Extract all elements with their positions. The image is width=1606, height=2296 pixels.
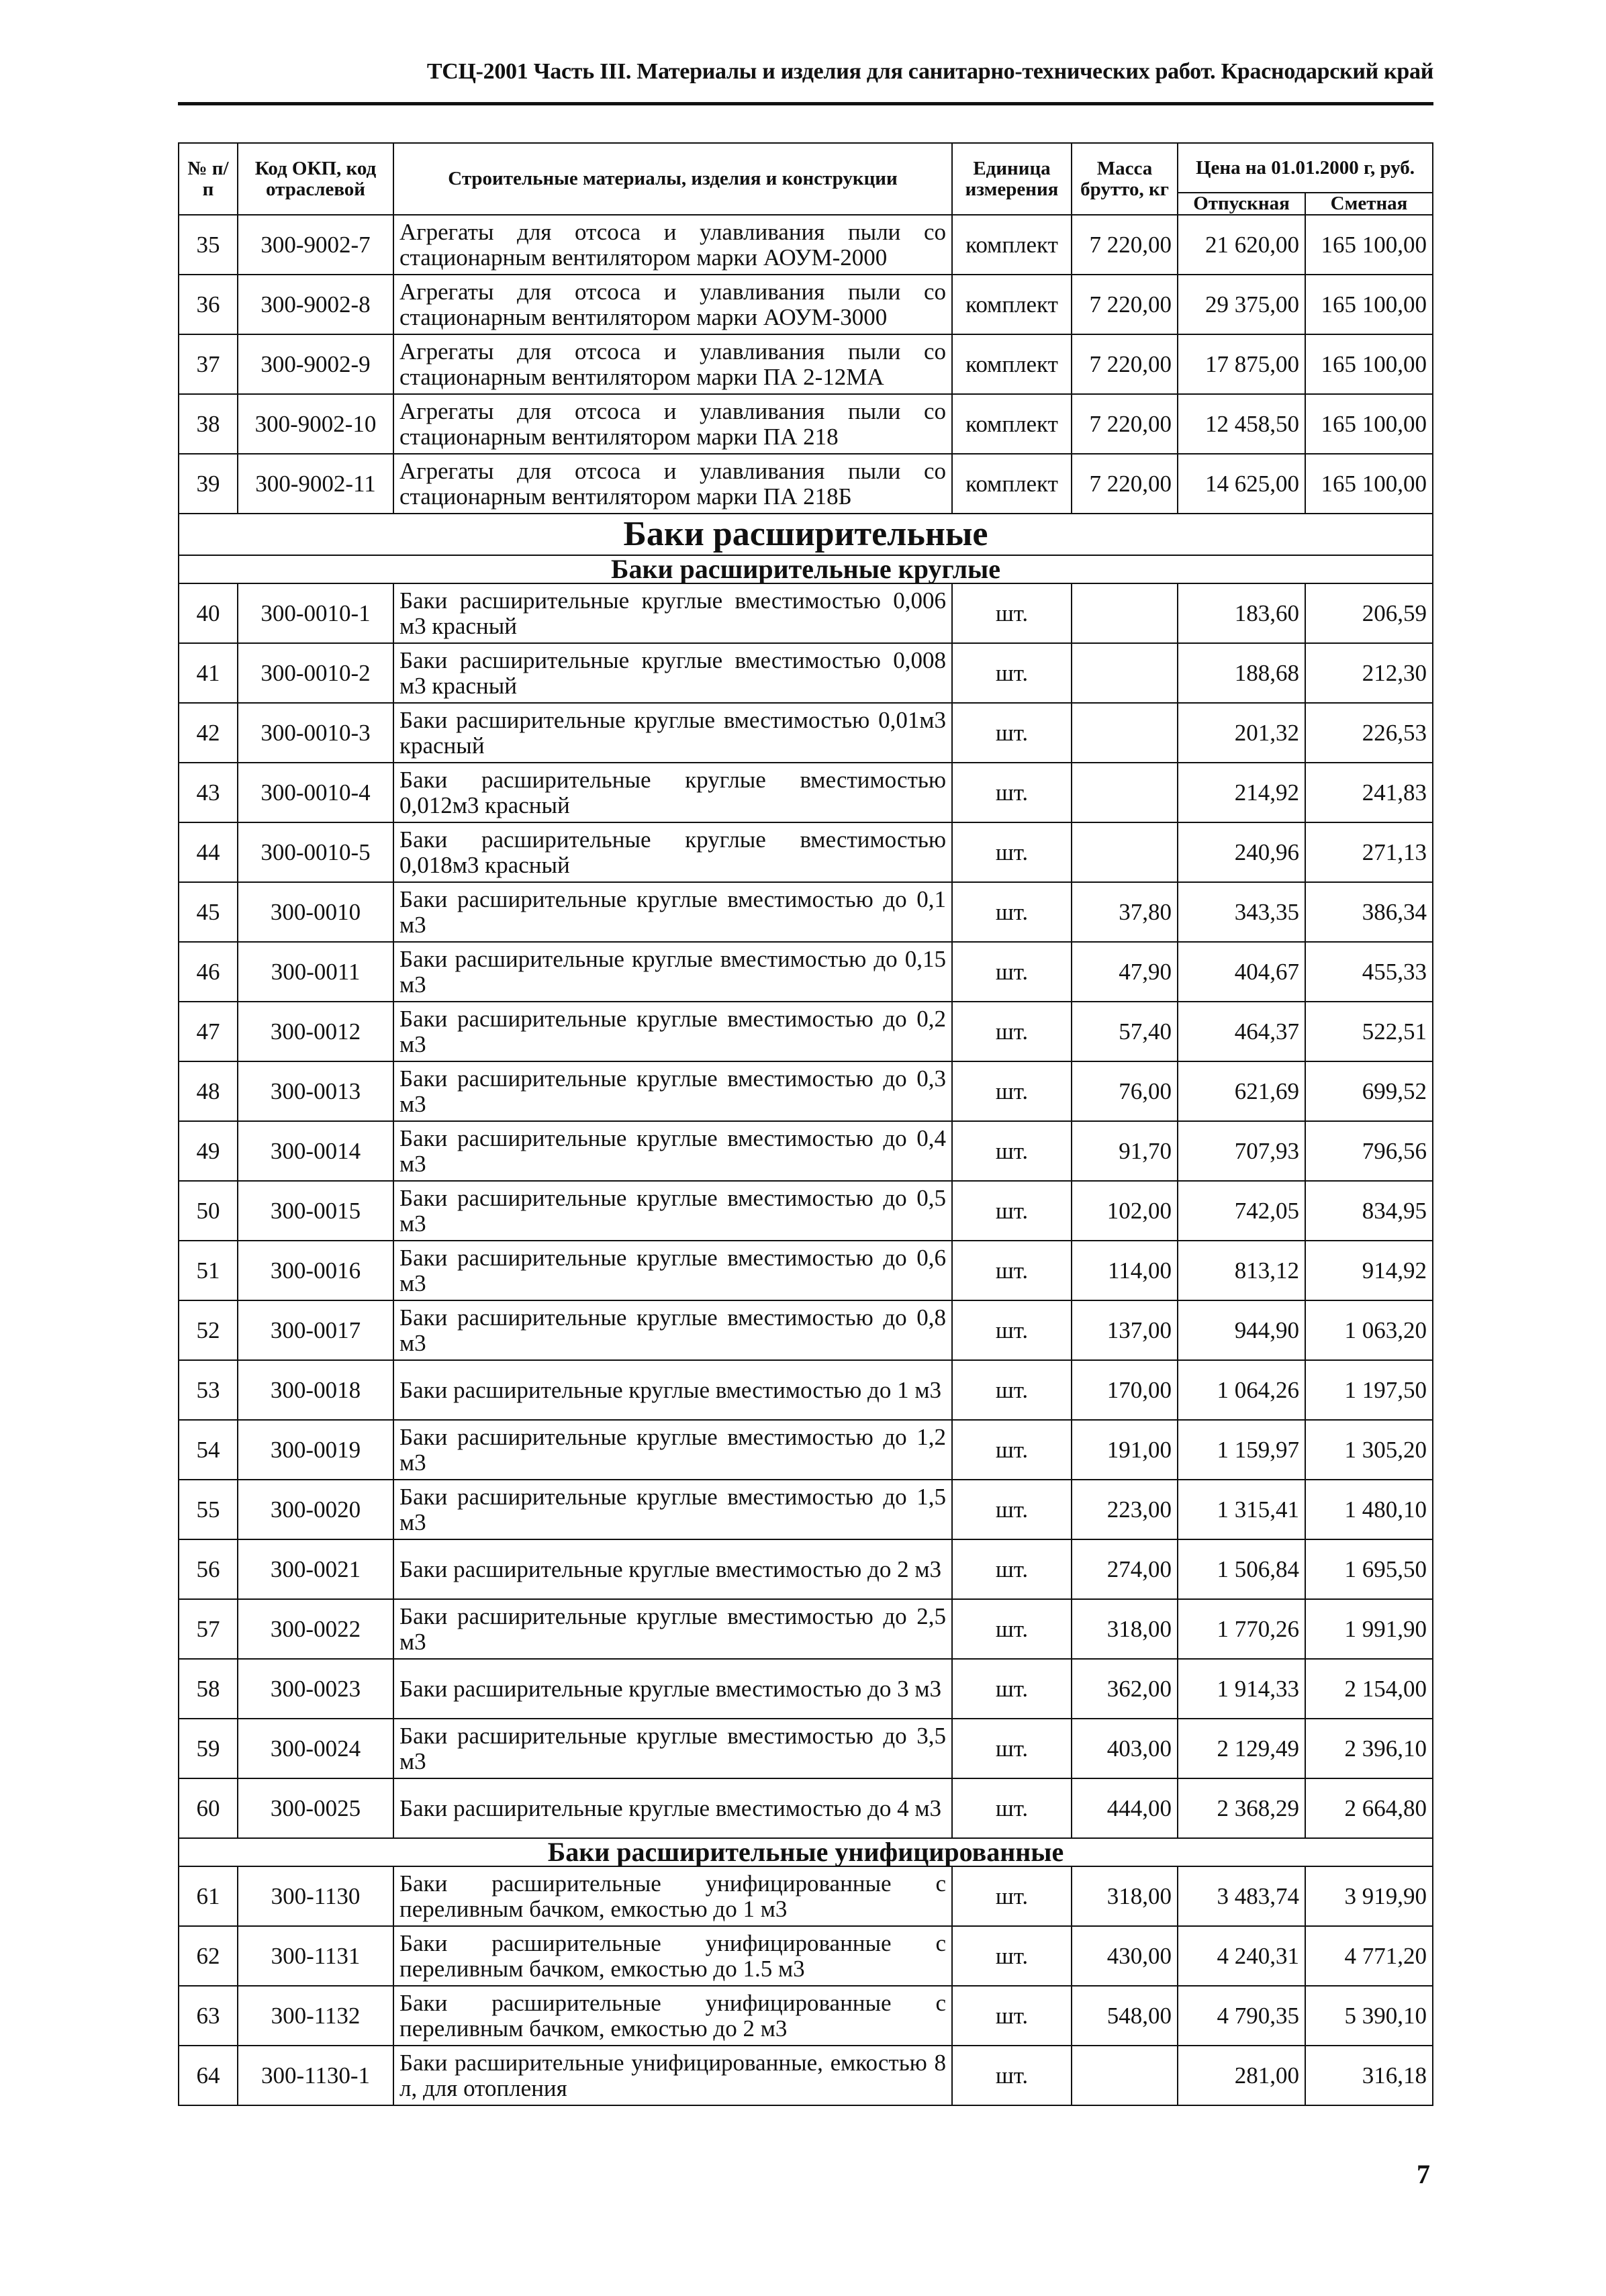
gross-mass: 114,00 xyxy=(1072,1241,1178,1300)
okp-code: 300-0010 xyxy=(238,882,393,942)
estimate-price: 4 771,20 xyxy=(1305,1926,1433,1986)
table-row xyxy=(179,1480,1433,1539)
unit-of-measure: шт. xyxy=(952,822,1072,882)
row-number: 37 xyxy=(179,334,238,394)
okp-code: 300-0022 xyxy=(238,1599,393,1659)
table-row xyxy=(179,1360,1433,1420)
estimate-price: 522,51 xyxy=(1305,1002,1433,1061)
table-row xyxy=(179,2046,1433,2105)
release-price: 1 315,41 xyxy=(1178,1480,1305,1539)
row-number: 47 xyxy=(179,1002,238,1061)
okp-code: 300-0019 xyxy=(238,1420,393,1480)
gross-mass: 362,00 xyxy=(1072,1659,1178,1719)
estimate-price: 241,83 xyxy=(1305,763,1433,822)
unit-of-measure: шт. xyxy=(952,1300,1072,1360)
release-price: 4 790,35 xyxy=(1178,1986,1305,2046)
table-row xyxy=(179,1866,1433,1926)
gross-mass xyxy=(1072,703,1178,763)
okp-code: 300-0018 xyxy=(238,1360,393,1420)
release-price: 240,96 xyxy=(1178,822,1305,882)
unit-of-measure: шт. xyxy=(952,1986,1072,2046)
estimate-price: 3 919,90 xyxy=(1305,1866,1433,1926)
unit-of-measure: шт. xyxy=(952,1480,1072,1539)
unit-of-measure: шт. xyxy=(952,643,1072,703)
okp-code: 300-0017 xyxy=(238,1300,393,1360)
estimate-price: 165 100,00 xyxy=(1305,454,1433,514)
estimate-price: 206,59 xyxy=(1305,583,1433,643)
item-description: Баки расширительные круглые вместимостью до 0,5 м3 xyxy=(393,1181,952,1241)
estimate-price: 1 197,50 xyxy=(1305,1360,1433,1420)
row-number: 51 xyxy=(179,1241,238,1300)
item-description: Баки расширительные круглые вместимостью до 0,3 м3 xyxy=(393,1061,952,1121)
unit-of-measure: шт. xyxy=(952,1061,1072,1121)
item-description: Агрегаты для отсоса и улавливания пыли со стационарным вентилятором марки ПА 218Б xyxy=(393,454,952,514)
okp-code: 300-0010-1 xyxy=(238,583,393,643)
table-row xyxy=(179,822,1433,882)
row-number: 52 xyxy=(179,1300,238,1360)
row-number: 48 xyxy=(179,1061,238,1121)
release-price: 14 625,00 xyxy=(1178,454,1305,514)
item-description: Баки расширительные круглые вместимостью до 1,2 м3 xyxy=(393,1420,952,1480)
gross-mass xyxy=(1072,822,1178,882)
okp-code: 300-0014 xyxy=(238,1121,393,1181)
rows-aggregates xyxy=(179,215,1433,514)
table-row xyxy=(179,1778,1433,1838)
estimate-price: 271,13 xyxy=(1305,822,1433,882)
unit-of-measure: комплект xyxy=(952,275,1072,334)
estimate-price: 2 154,00 xyxy=(1305,1659,1433,1719)
rows-round-tanks xyxy=(179,583,1433,1838)
table-row xyxy=(179,1926,1433,1986)
table-row xyxy=(179,882,1433,942)
release-price: 404,67 xyxy=(1178,942,1305,1002)
row-number: 55 xyxy=(179,1480,238,1539)
release-price: 188,68 xyxy=(1178,643,1305,703)
col-header-price-release: Отпускная xyxy=(1178,193,1305,215)
release-price: 183,60 xyxy=(1178,583,1305,643)
subsection-round-row xyxy=(179,555,1433,583)
unit-of-measure: шт. xyxy=(952,1599,1072,1659)
row-number: 46 xyxy=(179,942,238,1002)
gross-mass: 37,80 xyxy=(1072,882,1178,942)
section-title: Баки расширительные xyxy=(179,514,1433,555)
okp-code: 300-9002-10 xyxy=(238,394,393,454)
estimate-price: 1 305,20 xyxy=(1305,1420,1433,1480)
okp-code: 300-0012 xyxy=(238,1002,393,1061)
okp-code: 300-0016 xyxy=(238,1241,393,1300)
release-price: 2 368,29 xyxy=(1178,1778,1305,1838)
row-number: 42 xyxy=(179,703,238,763)
gross-mass: 444,00 xyxy=(1072,1778,1178,1838)
subsection-unified-row xyxy=(179,1838,1433,1866)
unit-of-measure: шт. xyxy=(952,583,1072,643)
item-description: Агрегаты для отсоса и улавливания пыли со стационарным вентилятором марки АОУМ-3000 xyxy=(393,275,952,334)
item-description: Баки расширительные круглые вместимостью до 4 м3 xyxy=(393,1778,952,1838)
item-description: Агрегаты для отсоса и улавливания пыли со стационарным вентилятором марки ПА 2-12МА xyxy=(393,334,952,394)
row-number: 38 xyxy=(179,394,238,454)
col-header-mass: Масса брутто, кг xyxy=(1072,143,1178,215)
estimate-price: 2 664,80 xyxy=(1305,1778,1433,1838)
gross-mass xyxy=(1072,583,1178,643)
okp-code: 300-9002-11 xyxy=(238,454,393,514)
okp-code: 300-1131 xyxy=(238,1926,393,1986)
row-number: 54 xyxy=(179,1420,238,1480)
row-number: 64 xyxy=(179,2046,238,2105)
row-number: 53 xyxy=(179,1360,238,1420)
col-header-desc: Строительные материалы, изделия и конструкции xyxy=(393,143,952,215)
row-number: 36 xyxy=(179,275,238,334)
okp-code: 300-1130 xyxy=(238,1866,393,1926)
unit-of-measure: шт. xyxy=(952,703,1072,763)
release-price: 944,90 xyxy=(1178,1300,1305,1360)
row-number: 63 xyxy=(179,1986,238,2046)
page-header: ТСЦ-2001 Часть III. Материалы и изделия для санитарно-технических работ. Краснодарский край xyxy=(426,59,1433,84)
unit-of-measure: шт. xyxy=(952,1539,1072,1599)
table-row xyxy=(179,1002,1433,1061)
header-rule xyxy=(178,102,1433,105)
estimate-price: 455,33 xyxy=(1305,942,1433,1002)
gross-mass: 223,00 xyxy=(1072,1480,1178,1539)
gross-mass: 7 220,00 xyxy=(1072,275,1178,334)
release-price: 2 129,49 xyxy=(1178,1719,1305,1778)
estimate-price: 226,53 xyxy=(1305,703,1433,763)
table-row xyxy=(179,1599,1433,1659)
okp-code: 300-0010-3 xyxy=(238,703,393,763)
row-number: 62 xyxy=(179,1926,238,1986)
item-description: Баки расширительные унифицированные с переливным бачком, емкостью до 1 м3 xyxy=(393,1866,952,1926)
table-row xyxy=(179,215,1433,275)
estimate-price: 212,30 xyxy=(1305,643,1433,703)
release-price: 21 620,00 xyxy=(1178,215,1305,275)
section-title-row xyxy=(179,514,1433,555)
unit-of-measure: комплект xyxy=(952,215,1072,275)
estimate-price: 386,34 xyxy=(1305,882,1433,942)
okp-code: 300-0021 xyxy=(238,1539,393,1599)
item-description: Баки расширительные круглые вместимостью до 2,5 м3 xyxy=(393,1599,952,1659)
release-price: 1 159,97 xyxy=(1178,1420,1305,1480)
estimate-price: 165 100,00 xyxy=(1305,394,1433,454)
unit-of-measure: шт. xyxy=(952,1121,1072,1181)
gross-mass: 57,40 xyxy=(1072,1002,1178,1061)
table-row xyxy=(179,1420,1433,1480)
table-row xyxy=(179,394,1433,454)
gross-mass: 7 220,00 xyxy=(1072,334,1178,394)
item-description: Баки расширительные круглые вместимостью до 0,8 м3 xyxy=(393,1300,952,1360)
row-number: 50 xyxy=(179,1181,238,1241)
unit-of-measure: шт. xyxy=(952,763,1072,822)
okp-code: 300-0023 xyxy=(238,1659,393,1719)
okp-code: 300-0015 xyxy=(238,1181,393,1241)
unit-of-measure: шт. xyxy=(952,1181,1072,1241)
col-header-price: Цена на 01.01.2000 г, руб. xyxy=(1178,143,1433,193)
item-description: Баки расширительные круглые вместимостью до 0,1 м3 xyxy=(393,882,952,942)
item-description: Баки расширительные круглые вместимостью до 3,5 м3 xyxy=(393,1719,952,1778)
table-row xyxy=(179,1539,1433,1599)
item-description: Баки расширительные круглые вместимостью до 2 м3 xyxy=(393,1539,952,1599)
table-row xyxy=(179,334,1433,394)
release-price: 1 914,33 xyxy=(1178,1659,1305,1719)
gross-mass: 274,00 xyxy=(1072,1539,1178,1599)
table-row xyxy=(179,1121,1433,1181)
table-row xyxy=(179,1061,1433,1121)
header-row-1 xyxy=(179,143,1433,193)
estimate-price: 1 695,50 xyxy=(1305,1539,1433,1599)
item-description: Баки расширительные круглые вместимостью до 1 м3 xyxy=(393,1360,952,1420)
gross-mass xyxy=(1072,643,1178,703)
row-number: 41 xyxy=(179,643,238,703)
release-price: 742,05 xyxy=(1178,1181,1305,1241)
release-price: 201,32 xyxy=(1178,703,1305,763)
item-description: Баки расширительные круглые вместимостью до 0,15 м3 xyxy=(393,942,952,1002)
section-unified xyxy=(179,1838,1433,1866)
item-description: Агрегаты для отсоса и улавливания пыли со стационарным вентилятором марки АОУМ-2000 xyxy=(393,215,952,275)
unit-of-measure: шт. xyxy=(952,1241,1072,1300)
okp-code: 300-0020 xyxy=(238,1480,393,1539)
unit-of-measure: шт. xyxy=(952,1866,1072,1926)
unit-of-measure: комплект xyxy=(952,394,1072,454)
row-number: 59 xyxy=(179,1719,238,1778)
subsection-title-round: Баки расширительные круглые xyxy=(179,555,1433,583)
price-table xyxy=(178,142,1433,2106)
section-expansion-tanks xyxy=(179,514,1433,583)
row-number: 35 xyxy=(179,215,238,275)
unit-of-measure: шт. xyxy=(952,942,1072,1002)
item-description: Баки расширительные круглые вместимостью до 0,4 м3 xyxy=(393,1121,952,1181)
item-description: Баки расширительные круглые вместимостью 0,008 м3 красный xyxy=(393,643,952,703)
unit-of-measure: шт. xyxy=(952,1659,1072,1719)
table-row xyxy=(179,703,1433,763)
estimate-price: 699,52 xyxy=(1305,1061,1433,1121)
item-description: Баки расширительные круглые вместимостью 0,006 м3 красный xyxy=(393,583,952,643)
release-price: 464,37 xyxy=(1178,1002,1305,1061)
estimate-price: 1 991,90 xyxy=(1305,1599,1433,1659)
unit-of-measure: комплект xyxy=(952,454,1072,514)
release-price: 813,12 xyxy=(1178,1241,1305,1300)
subsection-title-unified: Баки расширительные унифицированные xyxy=(179,1838,1433,1866)
table-row xyxy=(179,454,1433,514)
release-price: 4 240,31 xyxy=(1178,1926,1305,1986)
okp-code: 300-0024 xyxy=(238,1719,393,1778)
release-price: 281,00 xyxy=(1178,2046,1305,2105)
item-description: Баки расширительные круглые вместимостью 0,01м3 красный xyxy=(393,703,952,763)
okp-code: 300-0010-4 xyxy=(238,763,393,822)
item-description: Баки расширительные круглые вместимостью 0,012м3 красный xyxy=(393,763,952,822)
estimate-price: 165 100,00 xyxy=(1305,275,1433,334)
release-price: 29 375,00 xyxy=(1178,275,1305,334)
unit-of-measure: шт. xyxy=(952,882,1072,942)
estimate-price: 914,92 xyxy=(1305,1241,1433,1300)
item-description: Баки расширительные круглые вместимостью до 0,2 м3 xyxy=(393,1002,952,1061)
unit-of-measure: комплект xyxy=(952,334,1072,394)
gross-mass: 7 220,00 xyxy=(1072,454,1178,514)
estimate-price: 165 100,00 xyxy=(1305,334,1433,394)
okp-code: 300-0013 xyxy=(238,1061,393,1121)
gross-mass: 191,00 xyxy=(1072,1420,1178,1480)
release-price: 707,93 xyxy=(1178,1121,1305,1181)
gross-mass xyxy=(1072,763,1178,822)
okp-code: 300-9002-7 xyxy=(238,215,393,275)
release-price: 17 875,00 xyxy=(1178,334,1305,394)
estimate-price: 1 480,10 xyxy=(1305,1480,1433,1539)
unit-of-measure: шт. xyxy=(952,1778,1072,1838)
row-number: 49 xyxy=(179,1121,238,1181)
gross-mass: 7 220,00 xyxy=(1072,215,1178,275)
gross-mass: 76,00 xyxy=(1072,1061,1178,1121)
table-row xyxy=(179,763,1433,822)
release-price: 1 064,26 xyxy=(1178,1360,1305,1420)
row-number: 45 xyxy=(179,882,238,942)
gross-mass: 47,90 xyxy=(1072,942,1178,1002)
estimate-price: 2 396,10 xyxy=(1305,1719,1433,1778)
unit-of-measure: шт. xyxy=(952,1420,1072,1480)
row-number: 58 xyxy=(179,1659,238,1719)
release-price: 3 483,74 xyxy=(1178,1866,1305,1926)
release-price: 12 458,50 xyxy=(1178,394,1305,454)
table-row xyxy=(179,1241,1433,1300)
item-description: Баки расширительные унифицированные с переливным бачком, емкостью до 1.5 м3 xyxy=(393,1926,952,1986)
gross-mass: 548,00 xyxy=(1072,1986,1178,2046)
gross-mass: 318,00 xyxy=(1072,1866,1178,1926)
estimate-price: 316,18 xyxy=(1305,2046,1433,2105)
okp-code: 300-0010-2 xyxy=(238,643,393,703)
gross-mass: 7 220,00 xyxy=(1072,394,1178,454)
item-description: Баки расширительные круглые вместимостью до 3 м3 xyxy=(393,1659,952,1719)
release-price: 214,92 xyxy=(1178,763,1305,822)
gross-mass: 430,00 xyxy=(1072,1926,1178,1986)
table-row xyxy=(179,1719,1433,1778)
table-row xyxy=(179,275,1433,334)
okp-code: 300-9002-8 xyxy=(238,275,393,334)
unit-of-measure: шт. xyxy=(952,2046,1072,2105)
release-price: 1 770,26 xyxy=(1178,1599,1305,1659)
table-row xyxy=(179,583,1433,643)
release-price: 343,35 xyxy=(1178,882,1305,942)
item-description: Баки расширительные унифицированные, емкостью 8 л, для отопления xyxy=(393,2046,952,2105)
col-header-code: Код ОКП, код отраслевой xyxy=(238,143,393,215)
gross-mass xyxy=(1072,2046,1178,2105)
unit-of-measure: шт. xyxy=(952,1002,1072,1061)
item-description: Баки расширительные круглые вместимостью 0,018м3 красный xyxy=(393,822,952,882)
okp-code: 300-0010-5 xyxy=(238,822,393,882)
col-header-price-estimate: Сметная xyxy=(1305,193,1433,215)
estimate-price: 5 390,10 xyxy=(1305,1986,1433,2046)
table-row xyxy=(179,1659,1433,1719)
rows-unified-tanks xyxy=(179,1866,1433,2105)
page-number: 7 xyxy=(1417,2159,1430,2189)
gross-mass: 91,70 xyxy=(1072,1121,1178,1181)
okp-code: 300-0011 xyxy=(238,942,393,1002)
gross-mass: 137,00 xyxy=(1072,1300,1178,1360)
row-number: 43 xyxy=(179,763,238,822)
release-price: 1 506,84 xyxy=(1178,1539,1305,1599)
estimate-price: 834,95 xyxy=(1305,1181,1433,1241)
gross-mass: 403,00 xyxy=(1072,1719,1178,1778)
unit-of-measure: шт. xyxy=(952,1360,1072,1420)
row-number: 61 xyxy=(179,1866,238,1926)
col-header-num: № п/п xyxy=(179,143,238,215)
row-number: 56 xyxy=(179,1539,238,1599)
row-number: 44 xyxy=(179,822,238,882)
gross-mass: 318,00 xyxy=(1072,1599,1178,1659)
row-number: 40 xyxy=(179,583,238,643)
table-row xyxy=(179,1986,1433,2046)
item-description: Баки расширительные унифицированные с переливным бачком, емкостью до 2 м3 xyxy=(393,1986,952,2046)
table-row xyxy=(179,643,1433,703)
row-number: 60 xyxy=(179,1778,238,1838)
item-description: Баки расширительные круглые вместимостью до 0,6 м3 xyxy=(393,1241,952,1300)
estimate-price: 165 100,00 xyxy=(1305,215,1433,275)
unit-of-measure: шт. xyxy=(952,1926,1072,1986)
table-row xyxy=(179,1181,1433,1241)
estimate-price: 796,56 xyxy=(1305,1121,1433,1181)
row-number: 57 xyxy=(179,1599,238,1659)
okp-code: 300-9002-9 xyxy=(238,334,393,394)
estimate-price: 1 063,20 xyxy=(1305,1300,1433,1360)
unit-of-measure: шт. xyxy=(952,1719,1072,1778)
release-price: 621,69 xyxy=(1178,1061,1305,1121)
item-description: Агрегаты для отсоса и улавливания пыли со стационарным вентилятором марки ПА 218 xyxy=(393,394,952,454)
table-row xyxy=(179,1300,1433,1360)
okp-code: 300-0025 xyxy=(238,1778,393,1838)
gross-mass: 102,00 xyxy=(1072,1181,1178,1241)
item-description: Баки расширительные круглые вместимостью до 1,5 м3 xyxy=(393,1480,952,1539)
table-row xyxy=(179,942,1433,1002)
okp-code: 300-1132 xyxy=(238,1986,393,2046)
row-number: 39 xyxy=(179,454,238,514)
col-header-unit: Единица измерения xyxy=(952,143,1072,215)
gross-mass: 170,00 xyxy=(1072,1360,1178,1420)
okp-code: 300-1130-1 xyxy=(238,2046,393,2105)
